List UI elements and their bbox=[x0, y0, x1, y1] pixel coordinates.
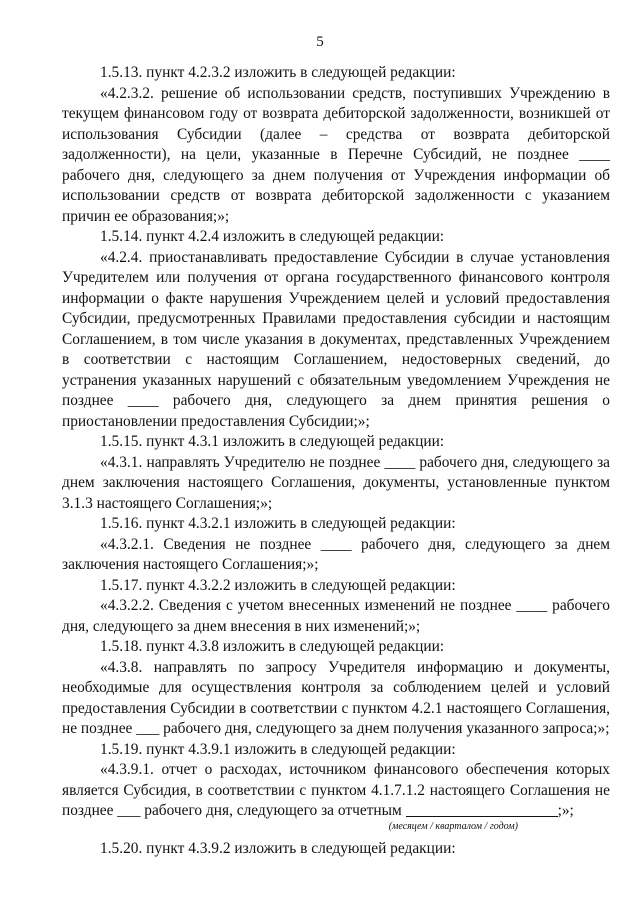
paragraph-ending: ;»; bbox=[557, 802, 574, 819]
paragraph: «4.3.2.1. Сведения не позднее ____ рабочего дня, следующего за днем заключения настоящего Соглашения;»; bbox=[62, 535, 610, 573]
paragraph: 1.5.13. пункт 4.2.3.2 изложить в следующей редакции: bbox=[100, 64, 456, 81]
page-number: 5 bbox=[316, 34, 324, 50]
paragraph: «4.3.1. направлять Учредителю не позднее ____ рабочего дня, следующего за днем заключения настоящего Соглашения, документы, установленные пунктом 3.1.3 настоящего Соглашения;»; bbox=[62, 453, 610, 512]
paragraph: 1.5.17. пункт 4.3.2.2 изложить в следующей редакции: bbox=[100, 576, 456, 594]
document-body bbox=[62, 63, 610, 859]
blank-caption: (месяцем / кварталом / годом) bbox=[388, 820, 518, 832]
paragraph: 1.5.20. пункт 4.3.9.2 изложить в следующей редакции: bbox=[100, 839, 456, 857]
paragraph: 1.5.14. пункт 4.2.4 изложить в следующей редакции: bbox=[100, 228, 445, 245]
paragraph: 1.5.16. пункт 4.3.2.1 изложить в следующей редакции: bbox=[100, 515, 456, 532]
paragraph: 1.5.18. пункт 4.3.8 изложить в следующей редакции: bbox=[100, 638, 445, 655]
blank-line bbox=[406, 802, 558, 817]
paragraph: «4.3.2.2. Сведения с учетом внесенных изменений не позднее ____ рабочего дня, следующего за днем внесения в них изменений;»; bbox=[62, 597, 610, 635]
paragraph-with-blank bbox=[62, 760, 610, 822]
paragraph: «4.2.4. приостанавливать предоставление Субсидии в случае установления Учредителем или получения от органа государственного финансового контроля информации о факте нарушения Учреждением целей и условий предоставления Субсидии, предусмотренных Правилами предоставления субсидии и настоящим Соглашением, в том числе указания в документах, представленных Учреждением в соответствии с настоящим Соглашением, недостоверных сведений, до устранения указанных нарушений с обязательным уведомлением Учреждения не позднее ____ рабочего дня, следующего за днем принятия решения о приостановлении предоставления Субсидии;»; bbox=[62, 248, 610, 430]
paragraph: 1.5.19. пункт 4.3.9.1 изложить в следующей редакции: bbox=[100, 740, 456, 758]
paragraph-text: «4.3.9.1. отчет о расходах, источником финансового обеспечения которых является Субсидия, в соответствии с пунктом 4.1.7.1.2 настоящего Соглашения не позднее ___ рабочего дня, следующего за отчетным bbox=[62, 761, 610, 819]
paragraph: «4.2.3.2. решение об использовании средств, поступивших Учреждению в текущем финансовом году от возврата дебиторской задолженности, возникшей от использования Субсидии (далее – средства от возврата дебиторской задолженности), на цели, указанные в Перечне Субсидий, не позднее ____ рабочего дня, следующего за днем получения от Учреждения информации об использовании средств от возврата дебиторской задолженности с указанием причин ее образования;»; bbox=[62, 84, 610, 225]
paragraph: «4.3.8. направлять по запросу Учредителя информацию и документы, необходимые для осуществления контроля за соблюдением целей и условий предоставления Субсидии в соответствии с пунктом 4.2.1 настоящего Соглашения, не позднее ___ рабочего дня, следующего за днем получения указанного запроса;»; bbox=[62, 658, 610, 737]
paragraph: 1.5.15. пункт 4.3.1 изложить в следующей редакции: bbox=[100, 433, 445, 450]
